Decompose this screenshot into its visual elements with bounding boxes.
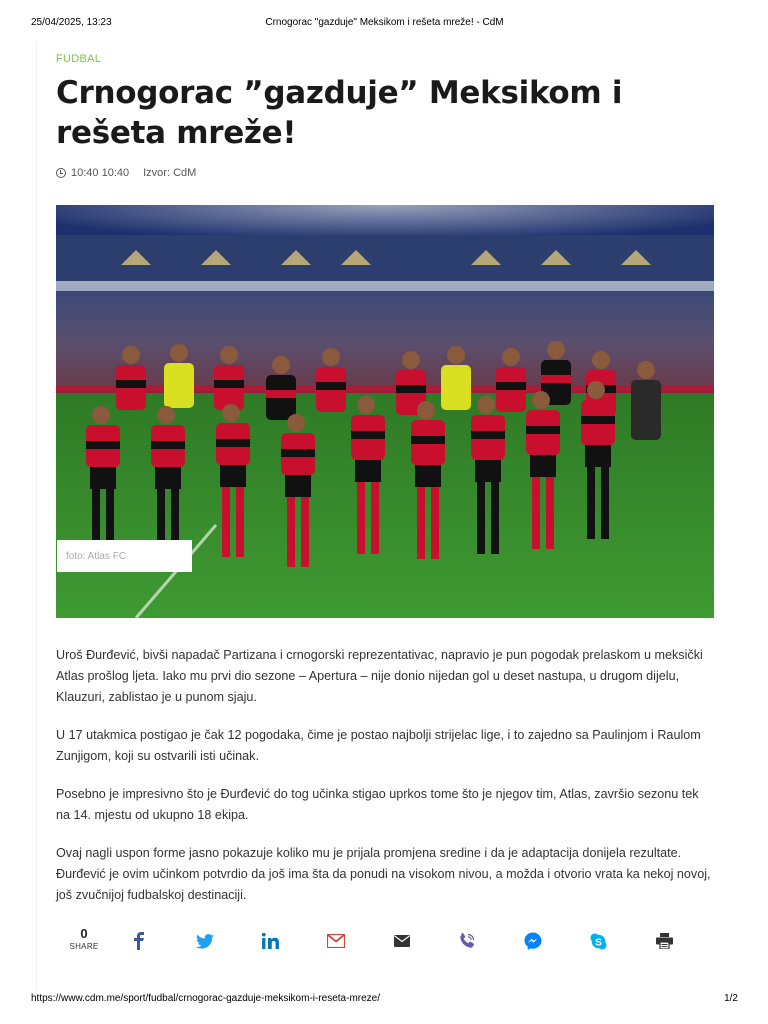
article-source: Izvor: CdM <box>143 167 197 179</box>
paragraph: Uroš Đurđević, bivši napadač Partizana i crnogorski reprezentativac, napravio je pun pogodak prelaskom u meksički Atlas prošlog ljeta. Iako mu prvi dio sezone – Apertura – nije donio nijedan gol u deset nastupa, u drugom dijelu, Klauzuri, zablistao je u punom sjaju. <box>56 648 703 704</box>
viber-icon[interactable] <box>457 931 477 951</box>
share-label: SHARE <box>69 942 99 951</box>
print-page-title: Crnogorac "gazduje" Meksikom i rešeta mreže! - CdM <box>265 17 504 28</box>
page-number: 1/2 <box>724 993 738 1004</box>
article-headline: Crnogorac ”gazduje” Meksikom i rešeta mreže! <box>56 75 623 151</box>
email-icon[interactable] <box>392 931 412 951</box>
print-url: https://www.cdm.me/sport/fudbal/crnogorac-gazduje-meksikom-i-reseta-mreze/ <box>31 993 381 1004</box>
svg-text:S: S <box>594 936 602 948</box>
content-divider <box>36 42 37 990</box>
paragraph: Ovaj nagli uspon forme jasno pokazuje koliko mu je prijala promjena sredine i da je adaptacija donijela rezultate. Đurđević je ovim učinkom potvrdio da još ima šta da ponudi na visokom nivou, a možda i otvorio vrata ka nekoj novoj, još zvučnijoj fudbalskoj destinaciji. <box>56 846 711 902</box>
print-datetime: 25/04/2025, 13:23 <box>31 17 112 28</box>
twitter-icon[interactable] <box>195 931 215 951</box>
photo-credit: foto: Atlas FC <box>57 540 192 572</box>
paragraph: U 17 utakmica postigao je čak 12 pogodaka, čime je postao najbolji strijelac lige, i to zajedno sa Paulinjom i Raulom Zunjigom, koji su ostvarili isti učinak. <box>56 728 701 763</box>
skype-icon[interactable] <box>588 931 608 951</box>
featured-photo <box>56 205 714 618</box>
article-meta <box>56 165 714 181</box>
paragraph: Posebno je impresivno što je Đurđević do tog učinka stigao uprkos tome što je njegov tim, Atlas, završio sezonu tek na 14. mjestu od ukupno 18 ekipa. <box>56 787 699 822</box>
article-body <box>56 645 714 906</box>
article <box>56 53 714 923</box>
messenger-icon[interactable] <box>523 931 543 951</box>
facebook-icon[interactable] <box>129 931 149 951</box>
print-header <box>31 17 738 31</box>
share-count: 0 <box>80 926 88 941</box>
category-link[interactable]: FUDBAL <box>56 53 102 65</box>
print-footer <box>31 993 738 1007</box>
share-bar <box>64 926 684 958</box>
share-counter <box>64 926 104 952</box>
publish-time: 10:40 10:40 <box>71 167 130 179</box>
gmail-icon[interactable] <box>326 931 346 951</box>
print-icon[interactable] <box>654 931 674 951</box>
clock-icon <box>56 168 66 178</box>
linkedin-icon[interactable] <box>260 931 280 951</box>
